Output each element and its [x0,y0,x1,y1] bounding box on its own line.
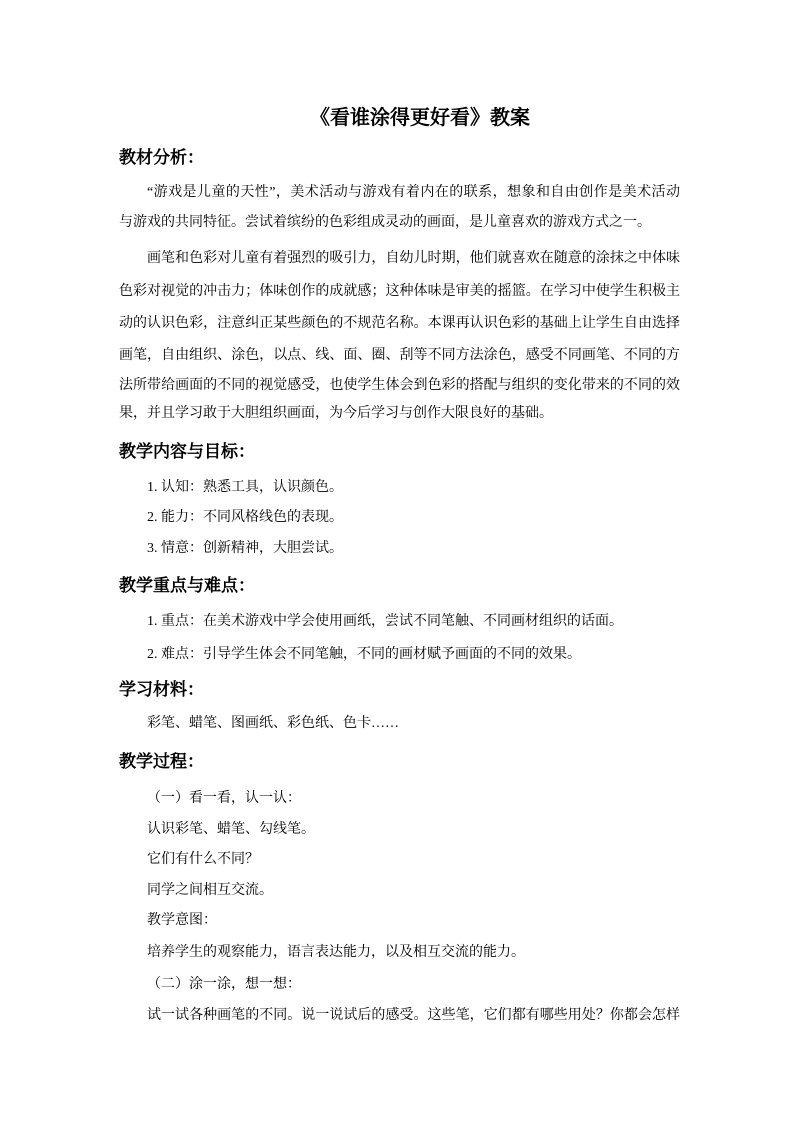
paragraph-line: 与游戏的共同特征。尝试着缤纷的色彩组成灵动的画面，是儿童喜欢的游戏方式之一。 [119,215,651,230]
paragraph-line: 色彩对视觉的冲击力；体味创作的成就感；这种体味是审美的摇篮。在学习中使学生积极主 [119,284,680,299]
heading-keypoints: 教学重点与难点： [119,576,255,595]
process-line: 培养学生的观察能力，语言表达能力，以及相互交流的能力。 [147,945,525,960]
process-line: （一）看一看，认一认： [147,791,301,806]
process-line: 认识彩笔、蜡笔、勾线笔。 [147,822,315,837]
paragraph-line: “游戏是儿童的天性”，美术活动与游戏有着内在的联系，想象和自由创作是美术活动 [147,185,680,200]
paragraph-line: 果，并且学习敢于大胆组织画面，为今后学习与创作大限良好的基础。 [119,406,553,421]
paragraph-line: 画笔，自由组织、涂色，以点、线、面、圈、刮等不同方法涂色，感受不同画笔、不同的方 [119,348,680,363]
heading-goals: 教学内容与目标： [119,442,255,461]
paragraph-line: 法所带给画面的不同的视觉感受，也使学生体会到色彩的搭配与组织的变化带来的不同的效 [119,378,680,393]
list-item: 1. 重点：在美术游戏中学会使用画纸，尝试不同笔触、不同画材组织的话面。 [147,614,623,629]
process-line: 它们有什么不同？ [147,852,259,867]
heading-analysis: 教材分析： [119,148,204,167]
paragraph-line: 画笔和色彩对儿童有着强烈的吸引力，自幼儿时期，他们就喜欢在随意的涂抹之中体味 [147,251,680,266]
process-line: 同学之间相互交流。 [147,883,273,898]
heading-materials: 学习材料： [119,680,204,699]
process-line: （二）涂一涂，想一想： [147,977,301,992]
materials-text: 彩笔、蜡笔、图画纸、彩色纸、色卡…… [147,716,399,731]
document-title: 《看谁涂得更好看》教案 [310,107,530,129]
list-item: 1. 认知：熟悉工具，认识颜色。 [147,480,343,495]
heading-process: 教学过程： [119,752,204,771]
list-item: 2. 难点：引导学生体会不同笔触，不同的画材赋予画面的不同的效果。 [147,647,581,662]
process-line: 教学意图： [147,913,217,928]
list-item: 3. 情意：创新精神，大胆尝试。 [147,541,343,556]
process-line: 试一试各种画笔的不同。说一说试后的感受。这些笔，它们都有哪些用处？你都会怎样 [147,1008,680,1023]
paragraph-line: 动的认识色彩，注意纠正某些颜色的不规范名称。本课再认识色彩的基础上让学生自由选择 [119,316,680,331]
list-item: 2. 能力：不同风格线色的表现。 [147,510,343,525]
